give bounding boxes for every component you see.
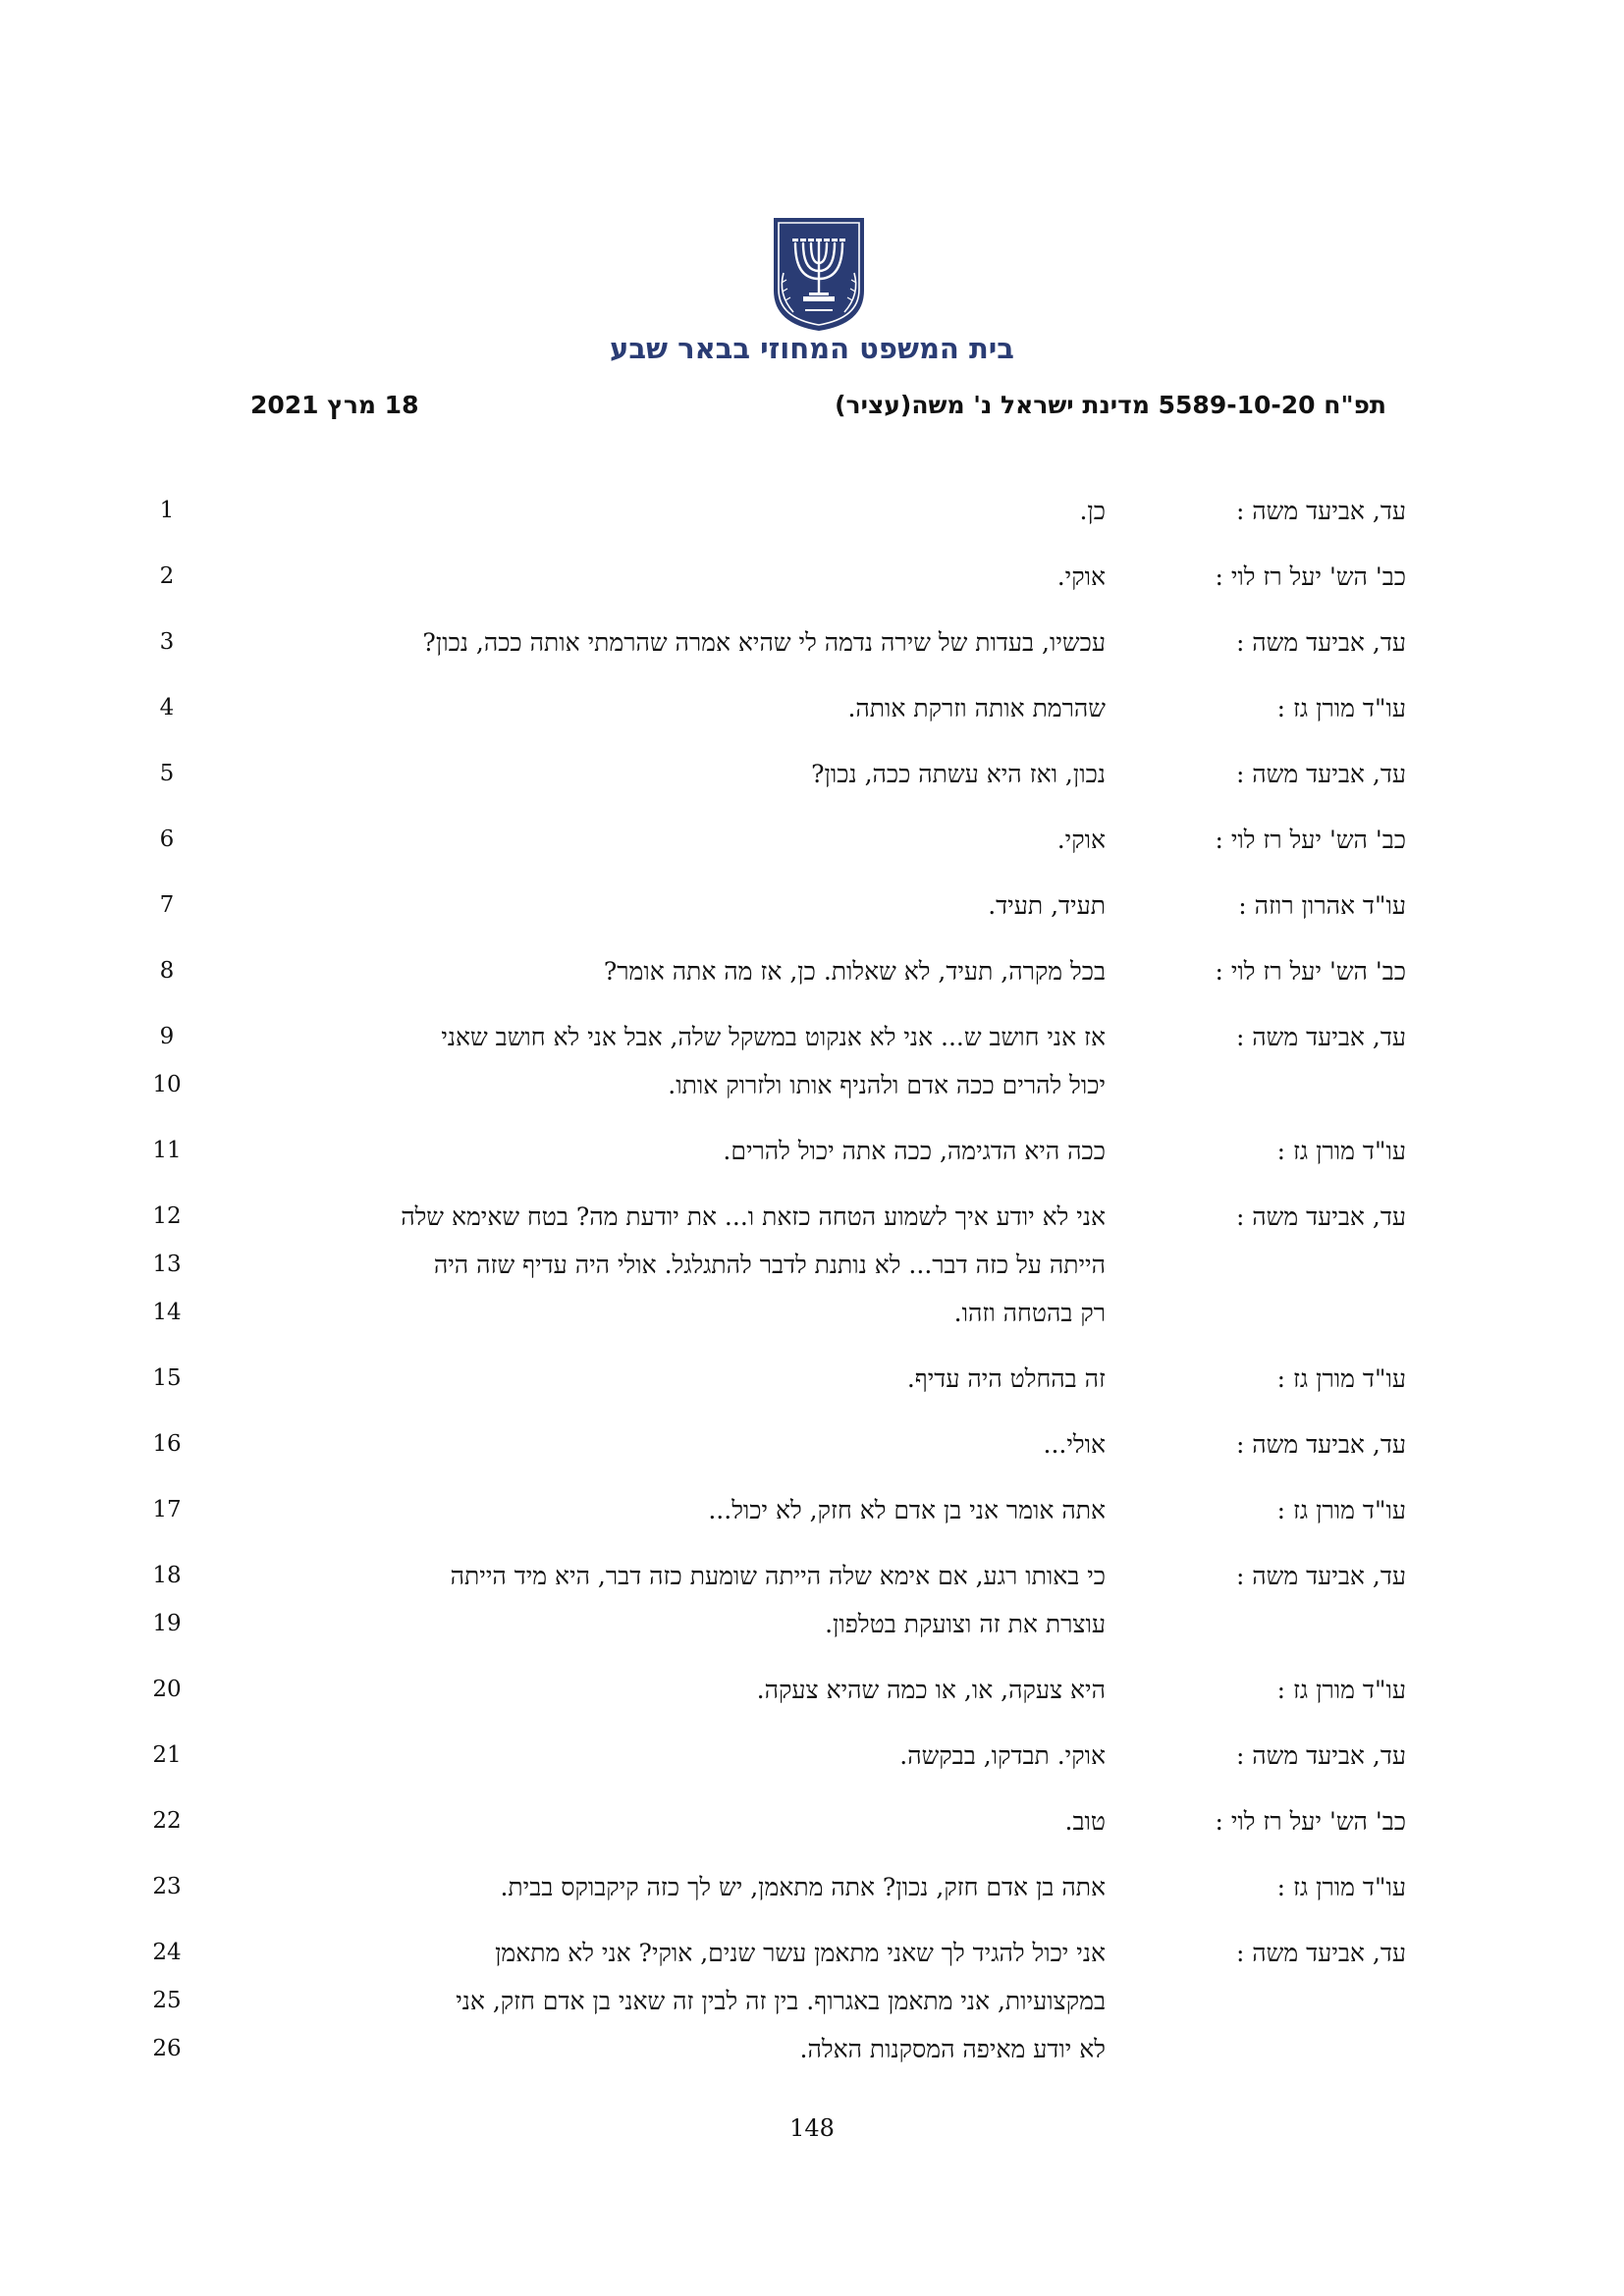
line-number: 5	[159, 761, 175, 786]
transcript-entry	[0, 816, 1624, 864]
transcript-line	[0, 1289, 1624, 1337]
utterance-text: שהרמת אותה וזרקת אותה.	[847, 694, 1106, 722]
transcript-line	[0, 1600, 1624, 1648]
speaker-label: עו"ד מורן גז :	[1276, 1137, 1406, 1165]
transcript-entry	[0, 881, 1624, 930]
line-number: 19	[152, 1611, 182, 1636]
speaker-label: כב' הש' יעל רז לוי :	[1215, 826, 1406, 854]
transcript-entry	[0, 1420, 1624, 1468]
line-number: 4	[159, 695, 175, 721]
speaker-label: כב' הש' יעל רז לוי :	[1215, 562, 1406, 591]
line-number: 1	[159, 498, 175, 523]
utterance-text: עכשיו, בעדות של שירה נדמה לי שהיא אמרה שהרמתי אותה ככה, נכון?	[422, 628, 1106, 657]
transcript-entry	[0, 487, 1624, 535]
utterance-text: אולי...	[1043, 1430, 1106, 1459]
speaker-label: עד, אביעד משה :	[1235, 628, 1406, 657]
utterance-text: כי באותו רגע, אם אימא שלה הייתה שומעת כזה דבר, היא מיד הייתה	[450, 1562, 1106, 1590]
transcript-entry	[0, 1929, 1624, 2073]
line-number: 6	[159, 827, 175, 852]
line-number: 23	[152, 1874, 182, 1899]
transcript-line	[0, 1977, 1624, 2025]
speaker-label: עד, אביעד משה :	[1235, 1430, 1406, 1459]
utterance-text: אני לא יודע איך לשמוע הטחה כזאת ו... את יודעת מה? בטח שאימא שלה	[401, 1202, 1106, 1231]
line-number: 18	[152, 1563, 182, 1588]
menorah-emblem-icon	[770, 214, 868, 334]
utterance-text: בכל מקרה, תעיד, לא שאלות. כן, אז מה אתה אומר?	[603, 957, 1106, 986]
line-number: 15	[152, 1365, 182, 1391]
line-number: 11	[152, 1138, 182, 1163]
speaker-label: עו"ד מורן גז :	[1276, 1873, 1406, 1901]
line-number: 26	[152, 2036, 182, 2061]
utterance-text: כן.	[1079, 497, 1106, 525]
utterance-text: אוקי.	[1056, 562, 1106, 591]
case-id: תפ"ח 5589-10-20 מדינת ישראל נ' משה(עציר)	[835, 391, 1386, 419]
line-number: 21	[152, 1742, 182, 1768]
transcript-line	[0, 1013, 1624, 1061]
utterance-text: עוצרת את זה וצועקת בטלפון.	[825, 1610, 1106, 1638]
utterance-text: תעיד, תעיד.	[988, 891, 1106, 920]
line-number: 12	[152, 1203, 182, 1229]
speaker-label: כב' הש' יעל רז לוי :	[1215, 1807, 1406, 1836]
transcript-line	[0, 1127, 1624, 1175]
speaker-label: כב' הש' יעל רז לוי :	[1215, 957, 1406, 986]
transcript-line	[0, 750, 1624, 798]
speaker-label: עד, אביעד משה :	[1235, 1023, 1406, 1051]
transcript-line	[0, 1193, 1624, 1241]
utterance-text: טוב.	[1064, 1807, 1106, 1836]
court-name: בית המשפט המחוזי בבאר שבע	[610, 332, 1014, 365]
transcript-entry	[0, 1355, 1624, 1403]
line-number: 24	[152, 1940, 182, 1965]
transcript-line	[0, 1797, 1624, 1845]
line-number: 13	[152, 1252, 182, 1277]
transcript-line	[0, 1552, 1624, 1600]
transcript-entry	[0, 947, 1624, 995]
transcript-line	[0, 1420, 1624, 1468]
line-number: 16	[152, 1431, 182, 1457]
utterance-text: זה בהחלט היה עדיף.	[906, 1364, 1106, 1393]
line-number: 2	[159, 563, 175, 589]
utterance-text: נכון, ואז היא עשתה ככה, נכון?	[811, 760, 1106, 788]
speaker-label: עד, אביעד משה :	[1235, 1202, 1406, 1231]
speaker-label: עד, אביעד משה :	[1235, 1939, 1406, 1967]
transcript-entry	[0, 553, 1624, 601]
transcript-line	[0, 1863, 1624, 1911]
page-number: 148	[789, 2114, 835, 2142]
utterance-text: אתה אומר אני בן אדם לא חזק, לא יכול...	[708, 1496, 1106, 1524]
transcript-entry	[0, 684, 1624, 732]
transcript-entry	[0, 1863, 1624, 1911]
transcript-entry	[0, 1666, 1624, 1714]
line-number: 14	[152, 1300, 182, 1325]
line-number: 22	[152, 1808, 182, 1834]
line-number: 9	[159, 1024, 175, 1049]
utterance-text: אוקי. תבדקו, בבקשה.	[899, 1741, 1106, 1770]
utterance-text: אתה בן אדם חזק, נכון? אתה מתאמן, יש לך כזה קיקבוקס בבית.	[500, 1873, 1106, 1901]
transcript-entry	[0, 1732, 1624, 1780]
transcript-entry	[0, 750, 1624, 798]
speaker-label: עד, אביעד משה :	[1235, 760, 1406, 788]
speaker-label: עד, אביעד משה :	[1235, 497, 1406, 525]
transcript-entry	[0, 1797, 1624, 1845]
speaker-label: עד, אביעד משה :	[1235, 1741, 1406, 1770]
transcript-line	[0, 1666, 1624, 1714]
transcript-line	[0, 684, 1624, 732]
speaker-label: עו"ד מורן גז :	[1276, 1496, 1406, 1524]
utterance-text: אוקי.	[1056, 826, 1106, 854]
transcript-line	[0, 1486, 1624, 1534]
utterance-text: במקצועיות, אני מתאמן באגרוף. בין זה לבין זה שאני בן אדם חזק, אני	[456, 1987, 1106, 2015]
speaker-label: עו"ד מורן גז :	[1276, 694, 1406, 722]
transcript-line	[0, 553, 1624, 601]
line-number: 10	[152, 1072, 182, 1097]
transcript-line	[0, 947, 1624, 995]
transcript-line	[0, 618, 1624, 667]
line-number: 17	[152, 1497, 182, 1522]
transcript-line	[0, 1929, 1624, 1977]
transcript-line	[0, 487, 1624, 535]
speaker-label: עו"ד מורן גז :	[1276, 1676, 1406, 1704]
utterance-text: הייתה על כזה דבר... לא נותנת לדבר להתגלגל. אולי היה עדיף שזה היה	[433, 1251, 1106, 1279]
line-number: 3	[159, 629, 175, 655]
speaker-label: עד, אביעד משה :	[1235, 1562, 1406, 1590]
transcript-line	[0, 816, 1624, 864]
utterance-text: רק בהטחה וזהו.	[953, 1299, 1106, 1327]
utterance-text: יכול להרים ככה אדם ולהניף אותו ולזרוק אותו.	[668, 1071, 1106, 1099]
line-number: 8	[159, 958, 175, 984]
speaker-label: עו"ד אהרון רוזה :	[1238, 891, 1406, 920]
transcript-line	[0, 881, 1624, 930]
transcript-entry	[0, 1127, 1624, 1175]
transcript-entry	[0, 1486, 1624, 1534]
utterance-text: אז אני חושב ש... אני לא אנקוט במשקל שלה, אבל אני לא חושב שאני	[441, 1023, 1106, 1051]
transcript-entry	[0, 1013, 1624, 1109]
transcript-line	[0, 1241, 1624, 1289]
hearing-date: 18 מרץ 2021	[250, 391, 419, 419]
utterance-text: היא צעקה, או, או כמה שהיא צעקה.	[756, 1676, 1106, 1704]
transcript-entry	[0, 618, 1624, 667]
transcript	[0, 487, 1624, 2073]
transcript-line	[0, 1732, 1624, 1780]
line-number: 25	[152, 1988, 182, 2013]
speaker-label: עו"ד מורן גז :	[1276, 1364, 1406, 1393]
transcript-line	[0, 1061, 1624, 1109]
transcript-entry	[0, 1552, 1624, 1648]
utterance-text: ככה היא הדגימה, ככה אתה יכול להרים.	[723, 1137, 1106, 1165]
utterance-text: לא יודע מאיפה המסקנות האלה.	[799, 2035, 1106, 2063]
transcript-entry	[0, 1193, 1624, 1337]
line-number: 20	[152, 1677, 182, 1702]
utterance-text: אני יכול להגיד לך שאני מתאמן עשר שנים, אוקי? אני לא מתאמן	[495, 1939, 1106, 1967]
transcript-line	[0, 2025, 1624, 2073]
transcript-line	[0, 1355, 1624, 1403]
line-number: 7	[159, 892, 175, 918]
